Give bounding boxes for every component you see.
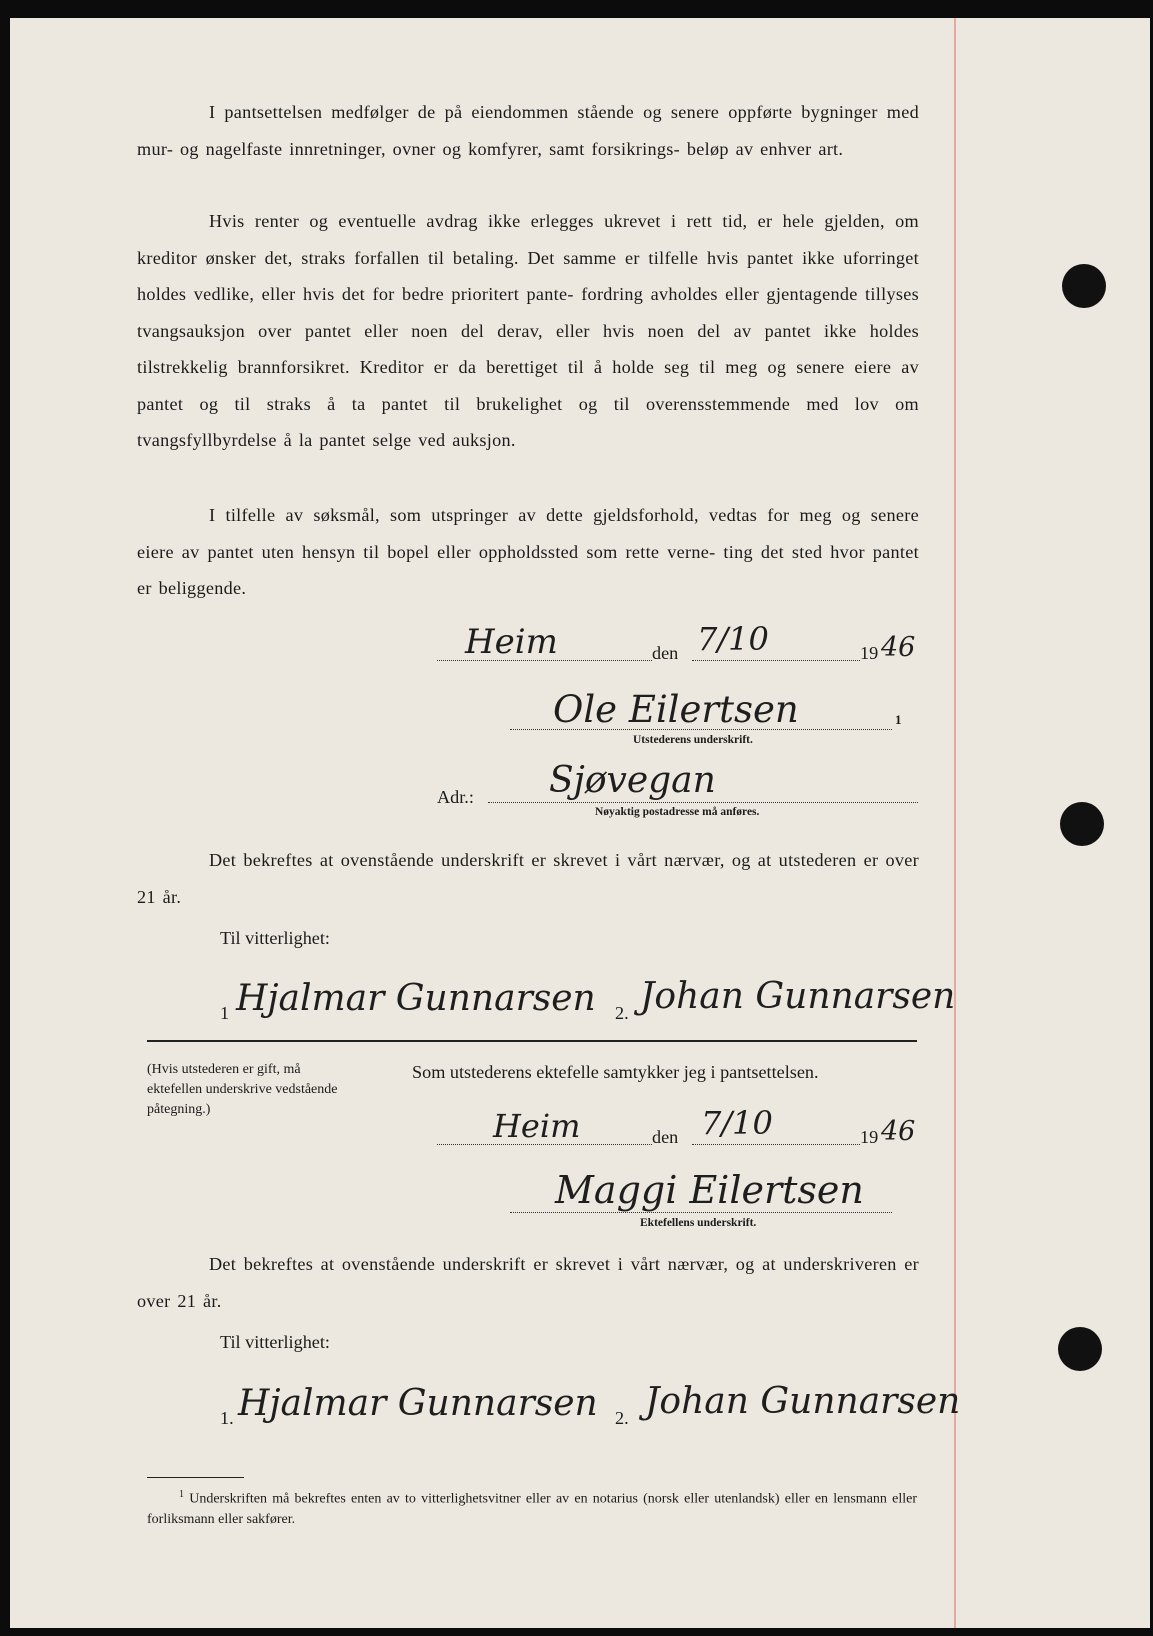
issuer-date: 7/10 <box>697 620 769 658</box>
paragraph-venue: I tilfelle av søksmål, som utspringer av dette gjeldsforhold, vedtas for meg og senere eiere av pantet uten hensyn til bopel eller oppholdssted som rette verne- ting det sted hvor pantet er beliggende. <box>137 505 919 598</box>
witness-label: Til vitterlighet: <box>220 928 330 948</box>
spouse-place: Heim <box>493 1107 581 1145</box>
footnote-marker: 1 <box>895 712 902 727</box>
punch-hole <box>1062 264 1106 308</box>
date-line <box>692 1144 860 1145</box>
year-prefix: 19 <box>860 1127 879 1147</box>
den-label: den <box>652 643 679 663</box>
issuer-place: Heim <box>465 622 558 662</box>
section-divider <box>147 1040 917 1042</box>
paragraph-default-terms: Hvis renter og eventuelle avdrag ikke erlegges ukrevet i rett tid, er hele gjelden, om kreditor ønsker det, straks forfallen til betaling. Det samme er tilfelle hvis pantet ikke uforringet holdes vedlike, eller hvis det for bedre prioritert pante- fordring avholdes eller gjentagende tillyses tvangsauksjon over pantet eller noen del derav, eller hvis noen del av pantet ikke holdes tilstrekkelig brannforsikret. Kreditor er da berettiget til å holde seg til meg og senere eiere av pantet og til straks å ta pantet til brukelighet og til overensstemmende med lov om tvangsfyllbyrdelse å la pantet selge ved auksjon. <box>137 211 919 450</box>
punch-hole <box>1060 802 1104 846</box>
paragraph-included-property: I pantsettelsen medfølger de på eiendommen stående og senere oppførte bygninger med mur- og nagelfaste innretninger, ovner og komfyrer, samt forsikrings- beløp av enhver art. <box>137 102 919 159</box>
spouse-consent-text: Som utstederens ektefelle samtykker jeg i pantsettelsen. <box>412 1062 819 1082</box>
spouse-date: 7/10 <box>701 1104 773 1142</box>
address-value: Sjøvegan <box>549 760 716 801</box>
witness-1-number: 1. <box>220 1408 234 1428</box>
witness-2-number: 2. <box>615 1408 629 1428</box>
witness-1-signature: Hjalmar Gunnarsen <box>236 978 596 1019</box>
witness-2-signature: Johan Gunnarsen <box>640 976 956 1017</box>
date-line <box>692 660 860 661</box>
witness-2-signature: Johan Gunnarsen <box>645 1381 961 1422</box>
address-caption: Nøyaktig postadresse må anføres. <box>595 806 760 818</box>
spouse-side-note: (Hvis utstederen er gift, må ektefellen underskrive vedstående påtegning.) <box>147 1062 338 1117</box>
witness-1-signature: Hjalmar Gunnarsen <box>238 1383 598 1424</box>
den-label: den <box>652 1127 679 1147</box>
footnote <box>147 1485 917 1530</box>
punch-hole <box>1058 1327 1102 1371</box>
footnote-rule <box>147 1477 244 1478</box>
footnote-number: 1 <box>179 1489 184 1500</box>
confirmation-issuer: Det bekreftes at ovenstående underskrift er skrevet i vårt nærvær, og at utstederen er over 21 år. <box>137 850 919 907</box>
issuer-year: 46 <box>881 632 916 663</box>
confirmation-spouse: Det bekreftes at ovenstående underskrift er skrevet i vårt nærvær, og at underskriveren er over 21 år. <box>137 1254 919 1311</box>
footnote-text: Underskriften må bekreftes enten av to vitterlighetsvitner eller av en notarius (norsk eller utenlandsk) eller en lensmann eller forliksmann eller sakfører. <box>147 1491 918 1527</box>
address-line <box>488 802 918 803</box>
spouse-signature-line <box>510 1212 892 1213</box>
witness-label: Til vitterlighet: <box>220 1332 330 1352</box>
year-prefix: 19 <box>860 643 879 663</box>
witness-2-number: 2. <box>615 1003 629 1023</box>
issuer-signature-caption: Utstederens underskrift. <box>633 734 753 746</box>
spouse-signature: Maggi Eilertsen <box>555 1168 864 1212</box>
witness-1-number: 1 <box>220 1003 230 1023</box>
spouse-year: 46 <box>881 1116 916 1147</box>
issuer-signature: Ole Eilertsen <box>553 688 799 731</box>
address-label: Adr.: <box>437 787 474 807</box>
spouse-signature-caption: Ektefellens underskrift. <box>640 1217 757 1229</box>
